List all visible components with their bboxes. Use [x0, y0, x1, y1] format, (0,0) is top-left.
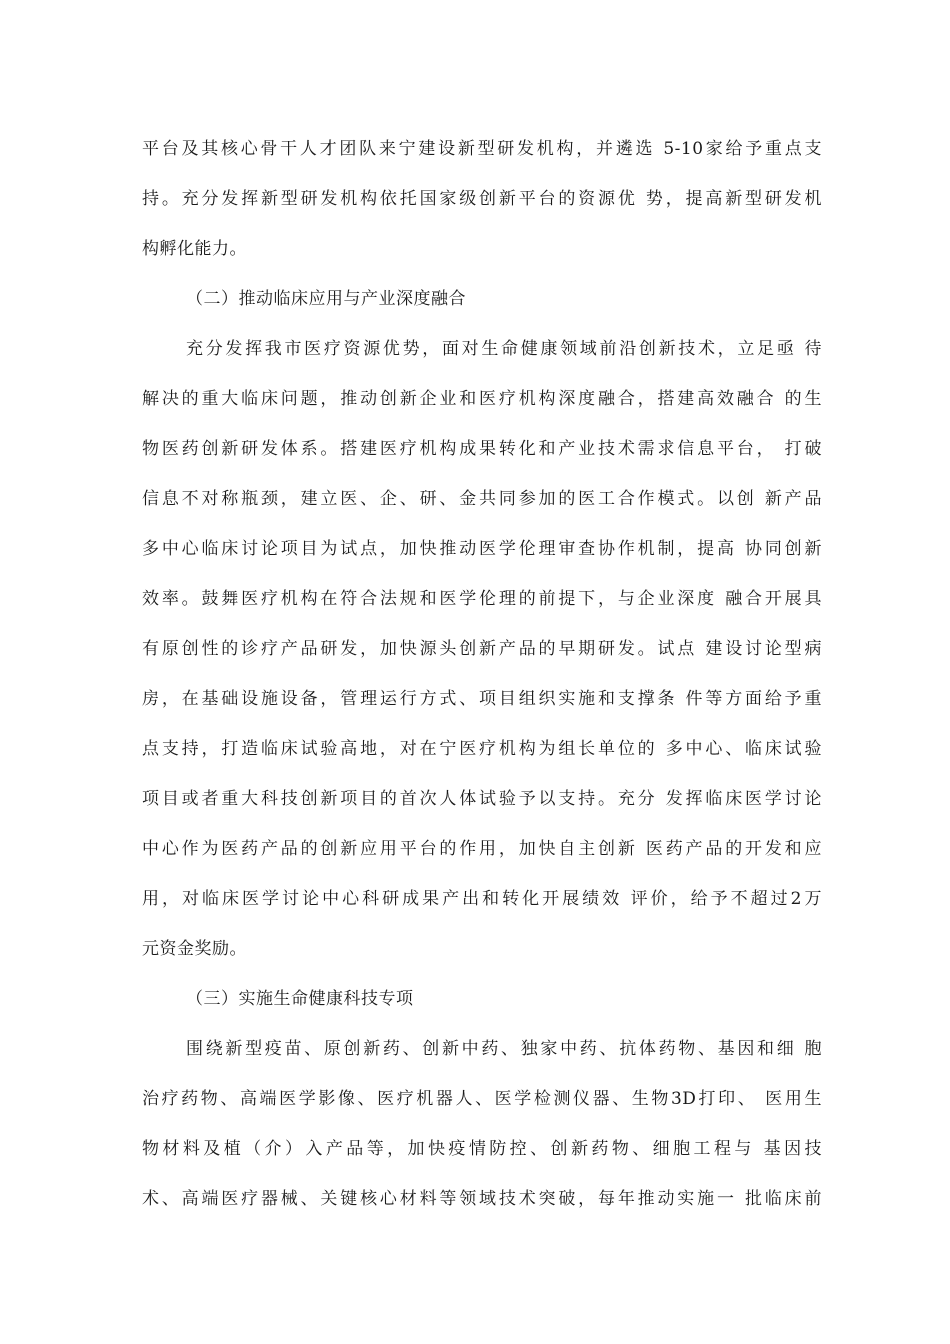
paragraph-line: 术、高端医疗器械、关键核心材料等领域技术突破，每年推动实施一 批临床前	[142, 1189, 822, 1209]
paragraph-line: 有原创性的诊疗产品研发，加快源头创新产品的早期研发。试点 建设讨论型病	[142, 639, 822, 659]
paragraph-line: 点支持，打造临床试验高地，对在宁医疗机构为组长单位的 多中心、临床试验	[142, 739, 822, 759]
paragraph-line: 围绕新型疫苗、原创新药、创新中药、独家中药、抗体药物、基因和细 胞	[186, 1039, 822, 1059]
paragraph-line: 房，在基础设施设备，管理运行方式、项目组织实施和支撑条 件等方面给予重	[142, 689, 822, 709]
paragraph-line: 信息不对称瓶颈，建立医、企、研、金共同参加的医工合作模式。以创 新产品	[142, 489, 822, 509]
paragraph-line: 多中心临床讨论项目为试点，加快推动医学伦理审查协作机制，提高 协同创新	[142, 539, 822, 559]
paragraph-line: 用，对临床医学讨论中心科研成果产出和转化开展绩效 评价，给予不超过2万	[142, 889, 822, 909]
paragraph-line: 构孵化能力。	[142, 239, 247, 259]
paragraph-line: 物材料及植（介）入产品等，加快疫情防控、创新药物、细胞工程与 基因技	[142, 1139, 822, 1159]
paragraph-line: 治疗药物、高端医学影像、医疗机器人、医学检测仪器、生物3D打印、 医用生	[142, 1089, 822, 1109]
paragraph-line: 持。充分发挥新型研发机构依托国家级创新平台的资源优 势，提高新型研发机	[142, 189, 822, 209]
section-heading: （二）推动临床应用与产业深度融合	[186, 289, 466, 309]
paragraph-line: 平台及其核心骨干人才团队来宁建设新型研发机构，并遴选 5-10家给予重点支	[142, 139, 822, 159]
paragraph-line: 物医药创新研发体系。搭建医疗机构成果转化和产业技术需求信息平台， 打破	[142, 439, 822, 459]
paragraph-line: 中心作为医药产品的创新应用平台的作用，加快自主创新 医药产品的开发和应	[142, 839, 822, 859]
section-heading: （三）实施生命健康科技专项	[186, 989, 414, 1009]
paragraph-line: 项目或者重大科技创新项目的首次人体试验予以支持。充分 发挥临床医学讨论	[142, 789, 822, 809]
paragraph-line: 元资金奖励。	[142, 939, 247, 959]
paragraph-line: 解决的重大临床问题，推动创新企业和医疗机构深度融合，搭建高效融合 的生	[142, 389, 822, 409]
paragraph-line: 充分发挥我市医疗资源优势，面对生命健康领域前沿创新技术，立足亟 待	[186, 339, 822, 359]
paragraph-line: 效率。鼓舞医疗机构在符合法规和医学伦理的前提下，与企业深度 融合开展具	[142, 589, 822, 609]
